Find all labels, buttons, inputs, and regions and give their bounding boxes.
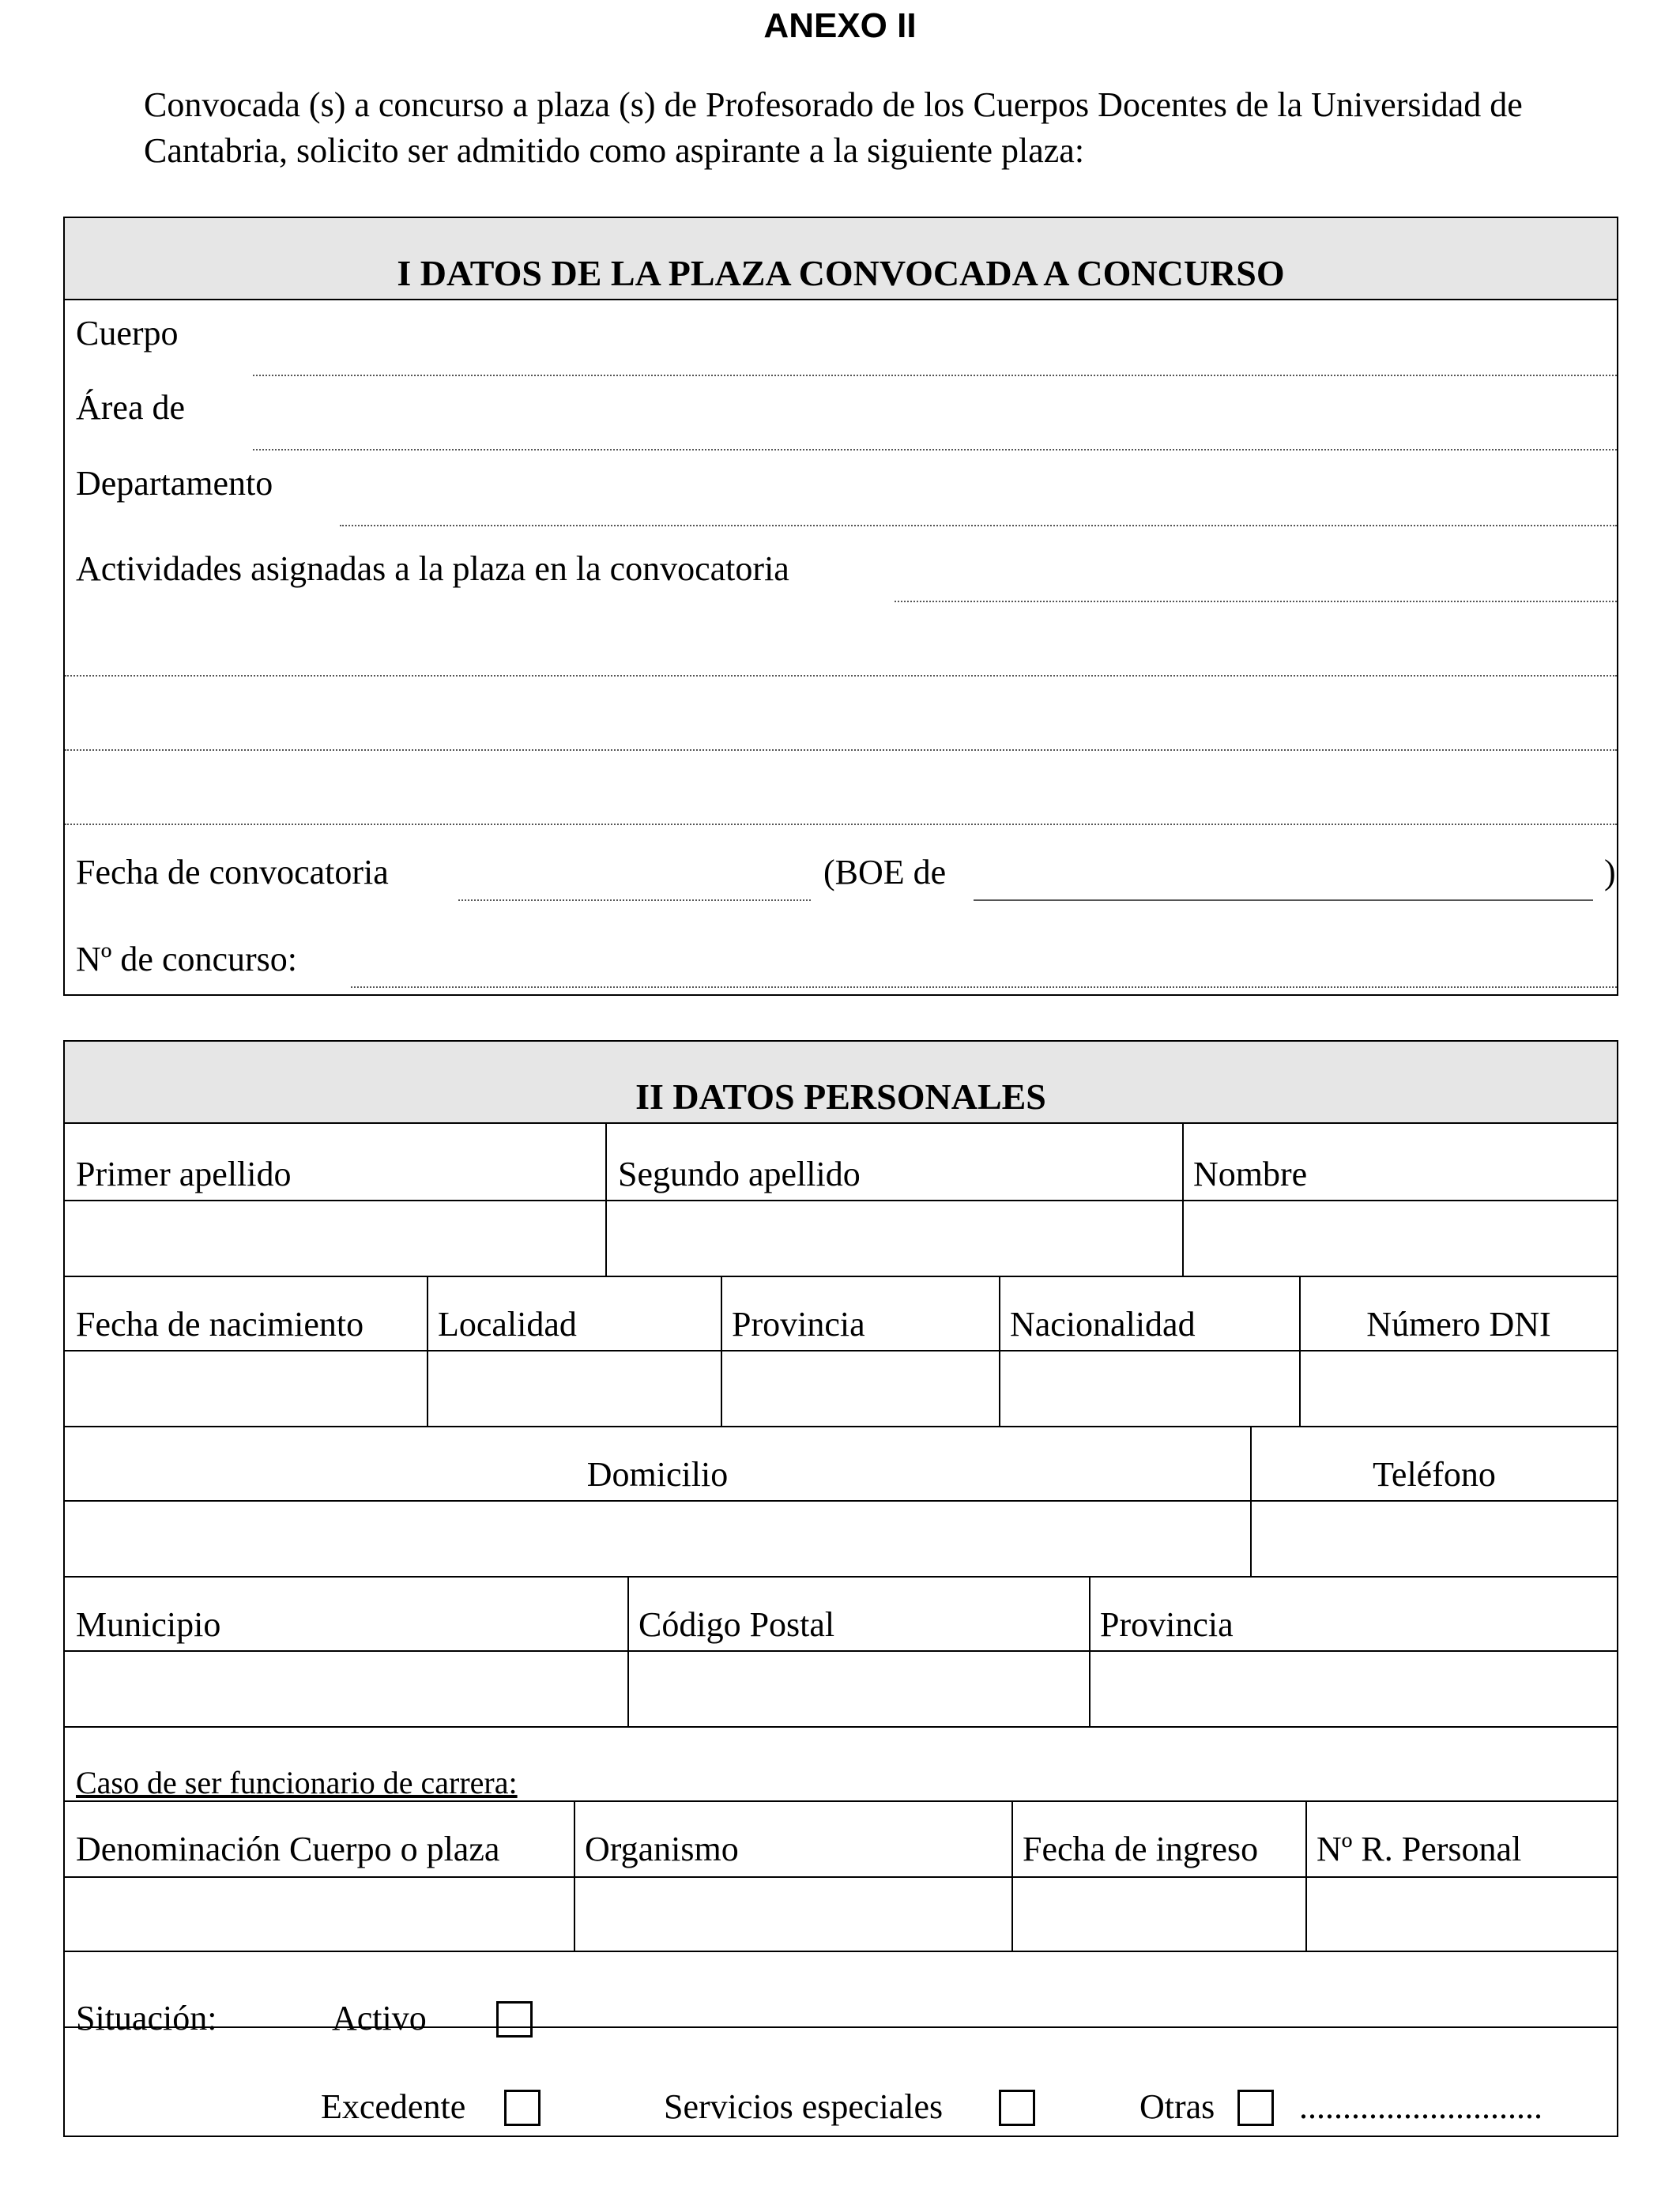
codigo-postal-label: Código Postal — [638, 1605, 835, 1644]
provincia-domicilio-field[interactable] — [1090, 1652, 1617, 1725]
fecha-nacimiento-field[interactable] — [65, 1351, 427, 1424]
cuerpo-label: Cuerpo — [76, 314, 179, 352]
domicilio-field[interactable] — [65, 1502, 1250, 1574]
divider — [65, 1951, 1617, 1952]
actividades-field-2[interactable] — [65, 675, 1617, 677]
provincia-field[interactable] — [722, 1351, 999, 1424]
boe-close: ) — [1604, 853, 1616, 892]
provincia-domicilio-label: Provincia — [1100, 1605, 1234, 1644]
boe-field[interactable] — [974, 899, 1593, 901]
section-plaza — [63, 217, 1618, 996]
segundo-apellido-label: Segundo apellido — [618, 1155, 861, 1193]
page-title: ANEXO II — [763, 6, 917, 45]
activo-label: Activo — [332, 1999, 427, 2038]
actividades-field-4[interactable] — [65, 824, 1617, 825]
section-personal — [63, 1040, 1618, 2137]
funcionario-note: Caso de ser funcionario de carrera: — [76, 1765, 518, 1800]
fecha-nacimiento-label: Fecha de nacimiento — [76, 1305, 364, 1344]
nombre-label: Nombre — [1193, 1155, 1308, 1193]
numero-dni-label: Número DNI — [1366, 1305, 1551, 1344]
fecha-convocatoria-field[interactable] — [458, 899, 811, 901]
activo-checkbox[interactable] — [496, 2001, 533, 2038]
departamento-field[interactable] — [340, 525, 1617, 526]
section-personal-header: II DATOS PERSONALES — [65, 1042, 1617, 1124]
area-label: Área de — [76, 388, 186, 427]
excedente-label: Excedente — [321, 2087, 466, 2126]
denominacion-label: Denominación Cuerpo o plaza — [76, 1830, 500, 1868]
fecha-ingreso-label: Fecha de ingreso — [1023, 1830, 1259, 1868]
area-field[interactable] — [253, 449, 1617, 450]
actividades-label: Actividades asignadas a la plaza en la convocatoria — [76, 549, 789, 588]
divider — [65, 1426, 1617, 1427]
fecha-ingreso-field[interactable] — [1013, 1878, 1305, 1951]
nacionalidad-label: Nacionalidad — [1010, 1305, 1196, 1344]
primer-apellido-label: Primer apellido — [76, 1155, 292, 1193]
nr-personal-field[interactable] — [1307, 1878, 1617, 1951]
numero-dni-field[interactable] — [1301, 1351, 1617, 1424]
actividades-field-1[interactable] — [895, 601, 1617, 602]
codigo-postal-field[interactable] — [629, 1652, 1089, 1725]
divider — [65, 1576, 1617, 1578]
organismo-field[interactable] — [575, 1878, 1011, 1951]
situacion-label: Situación: — [76, 1999, 217, 2038]
excedente-checkbox[interactable] — [504, 2090, 541, 2126]
num-concurso-label: Nº de concurso: — [76, 940, 298, 978]
otras-label: Otras — [1139, 2087, 1215, 2126]
divider — [65, 1276, 1617, 1277]
servicios-especiales-label: Servicios especiales — [664, 2087, 944, 2126]
otras-checkbox[interactable] — [1237, 2090, 1274, 2126]
municipio-field[interactable] — [65, 1652, 627, 1725]
organismo-label: Organismo — [585, 1830, 739, 1868]
fecha-convocatoria-label: Fecha de convocatoria — [76, 853, 389, 892]
servicios-especiales-checkbox[interactable] — [999, 2090, 1035, 2126]
primer-apellido-field[interactable] — [65, 1201, 605, 1274]
cuerpo-field[interactable] — [253, 375, 1617, 376]
section-plaza-header: I DATOS DE LA PLAZA CONVOCADA A CONCURSO — [65, 218, 1617, 300]
localidad-field[interactable] — [428, 1351, 721, 1424]
nombre-field[interactable] — [1184, 1201, 1617, 1274]
nacionalidad-field[interactable] — [1000, 1351, 1299, 1424]
divider — [65, 2026, 1617, 2028]
municipio-label: Municipio — [76, 1605, 221, 1644]
localidad-label: Localidad — [438, 1305, 577, 1344]
provincia-label: Provincia — [732, 1305, 865, 1344]
divider — [65, 1726, 1617, 1728]
nr-personal-label: Nº R. Personal — [1317, 1830, 1522, 1868]
actividades-field-3[interactable] — [65, 749, 1617, 751]
intro-text: Convocada (s) a concurso a plaza (s) de Profesorado de los Cuerpos Docentes de la Universidad de Cantabria, solicito ser admitido como aspirante a la siguiente plaza: — [144, 85, 1523, 170]
telefono-field[interactable] — [1252, 1502, 1617, 1574]
boe-label: (BOE de — [823, 853, 947, 892]
domicilio-label: Domicilio — [586, 1455, 729, 1494]
telefono-label: Teléfono — [1373, 1455, 1496, 1494]
segundo-apellido-field[interactable] — [607, 1201, 1182, 1274]
departamento-label: Departamento — [76, 464, 273, 503]
denominacion-field[interactable] — [65, 1878, 574, 1951]
num-concurso-field[interactable] — [351, 986, 1617, 988]
otras-dots[interactable]: ............................ — [1299, 2087, 1543, 2126]
